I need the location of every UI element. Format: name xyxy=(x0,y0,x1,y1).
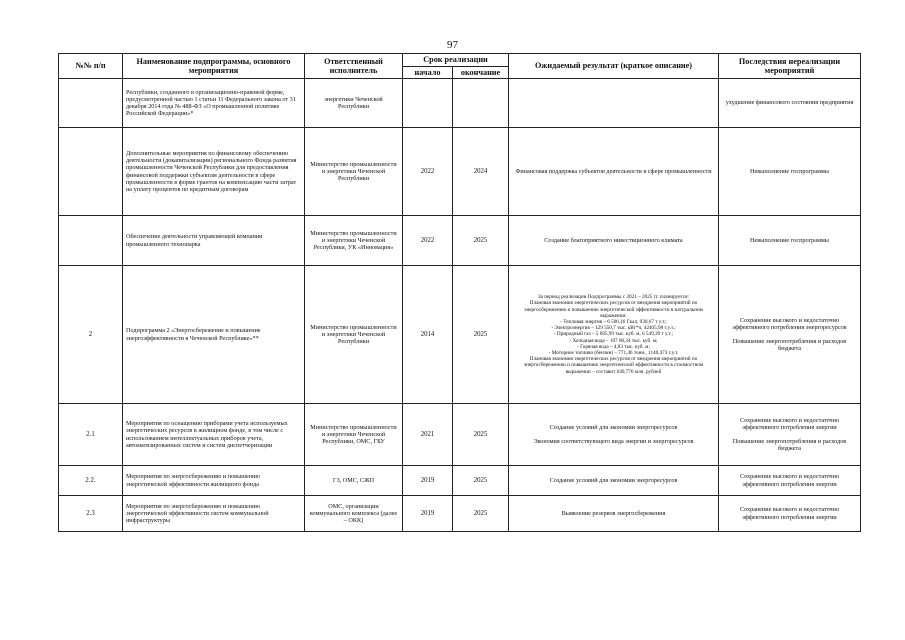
row-end: 2025 xyxy=(453,496,509,532)
table-row xyxy=(59,128,861,216)
row-start xyxy=(403,79,453,128)
result-part: Экономия соответствующего вида энергии и энергоресурсов xyxy=(533,438,694,445)
row-consequences: ухудшение финансового состояния предприятия xyxy=(719,79,861,128)
row-number xyxy=(59,128,123,216)
row-number: 2.2. xyxy=(59,466,123,496)
header-start: начало xyxy=(403,66,453,79)
header-period: Срок реализации xyxy=(403,54,509,67)
result-line: - Природный газ – 5 695,99 тыс. куб. м, 6 549,39 т у.т.; xyxy=(553,331,673,338)
row-end: 2024 xyxy=(453,128,509,216)
consequence-part: Сохранение высокого и недостаточно эффективного потребления энергоресурсов xyxy=(732,316,847,331)
result-line: - Горячая вода – 4,83 тыс. куб. м; xyxy=(577,343,650,350)
row-name: Дополнительные мероприятия по финансовому обеспечению деятельности (докапитализации) регионального Фонда развития промышленности Чеченской Республики для предоставления финансовой поддержки субъектам деятельности в сфере промышленности в форме грантов на компенсацию части затрат на уплату процентов по кредитным договорам xyxy=(123,128,305,216)
row-start: 2021 xyxy=(403,404,453,466)
row-result xyxy=(509,404,719,466)
row-consequences xyxy=(719,266,861,404)
row-end: 2025 xyxy=(453,216,509,266)
consequence-part: Повышение энергопотребления и расходов бюджета xyxy=(732,338,847,353)
row-result: Создание благоприятного инвестиционного климата xyxy=(509,216,719,266)
table-row xyxy=(59,466,861,496)
row-number: 2.1 xyxy=(59,404,123,466)
row-end xyxy=(453,79,509,128)
program-table xyxy=(58,53,861,532)
table-row xyxy=(59,266,861,404)
row-number xyxy=(59,216,123,266)
result-line: Плановая экономия энергетических ресурсов от внедрения мероприятий по энергосбережению и повышению энергетической эффективности в стоимостном выражении – составит 640,776 млн. рублей xyxy=(523,356,704,375)
row-responsible: Министерство промышленности и энергетики Чеченской Республики xyxy=(305,128,403,216)
row-name: Мероприятия по энергосбережению и повышению энергетической эффективности жилищного фонда xyxy=(123,466,305,496)
row-result: Финансовая поддержка субъектов деятельности в сфере промышленности xyxy=(509,128,719,216)
row-end: 2025 xyxy=(453,466,509,496)
result-part: Создание условий для экономии энергоресурсов xyxy=(549,423,678,431)
result-line: Плановая экономия энергетических ресурсов от внедрения мероприятий по энергосбережению и повышению энергетической эффективности в натуральном выражении: xyxy=(524,300,703,319)
page-number: 97 xyxy=(447,39,458,51)
result-line: - Моторное топливо (бензин) – 771,46 тонн., 1140,473 т.у.т. xyxy=(548,350,679,356)
row-name: Обеспечение деятельности управляющей компании промышленного технопарка xyxy=(123,216,305,266)
row-name: Республики, созданного в организационно-правовой форме, предусмотренной частью 1 статьи 11 Федерального закона от 31 декабря 2014 года № 488-ФЗ «О промышленной политике Российской Федерации»* xyxy=(123,79,305,128)
row-result: Выявление резервов энергосбережения xyxy=(509,496,719,532)
header-consequences: Последствия нереализации мероприятий xyxy=(719,54,861,79)
table-row xyxy=(59,216,861,266)
result-line: За период реализации Подпрограммы с 2021 – 2025 гг. планируется: xyxy=(538,294,689,301)
row-name: Мероприятия по энергосбережению и повышению энергетической эффективности систем коммунальной инфраструктуры xyxy=(123,496,305,532)
table-row xyxy=(59,496,861,532)
row-responsible: Министерство промышленности и энергетики Чеченской Республики, ОМС, ГБУ xyxy=(305,404,403,466)
row-responsible: Министерство промышленности и энергетики Чеченской Республики xyxy=(305,266,403,404)
row-consequences: Невыполнение госпрограммы xyxy=(719,128,861,216)
row-consequences xyxy=(719,404,861,466)
result-line: - Тепловая энергия – 6 506,16 Гкал, 930,67 т у.т.; xyxy=(560,318,667,325)
row-consequences: Сохранение высокого и недостаточно эффективного потребления энергии xyxy=(719,466,861,496)
row-number: 2 xyxy=(59,266,123,404)
header-name: Наименование подпрограммы, основного мероприятия xyxy=(123,54,305,79)
row-responsible: энергетики Чеченской Республики xyxy=(305,79,403,128)
row-number xyxy=(59,79,123,128)
row-consequences: Сохранение высокого и недостаточно эффективного потребления энергии xyxy=(719,496,861,532)
row-end: 2025 xyxy=(453,404,509,466)
row-consequences: Невыполнение госпрограммы xyxy=(719,216,861,266)
row-end: 2025 xyxy=(453,266,509,404)
table-row xyxy=(59,79,861,128)
header-num: №№ п/п xyxy=(59,54,123,79)
row-name: Мероприятия по оснащению приборами учета используемых энергетических ресурсов в жилищном фонде, в том числе с использованием интеллектуальных приборов учета, автоматизированных систем и систем диспетчеризации xyxy=(123,404,305,466)
row-result xyxy=(509,79,719,128)
row-name: Подпрограмма 2 «Энергосбережение и повышение энергоэффективности в Чеченской Республике»** xyxy=(123,266,305,404)
table-row xyxy=(59,404,861,466)
row-responsible: Министерство промышленности и энергетики Чеченской Республики, УК «Инновация» xyxy=(305,216,403,266)
row-start: 2019 xyxy=(403,466,453,496)
row-responsible: ОМС, организации коммунального комплекса (далее – ОКК) xyxy=(305,496,403,532)
header-end: окончание xyxy=(453,66,509,79)
consequence-part: Повышение энергопотребления и расходов бюджета xyxy=(732,438,847,453)
row-start: 2022 xyxy=(403,216,453,266)
row-start: 2022 xyxy=(403,128,453,216)
row-number: 2.3 xyxy=(59,496,123,532)
row-start: 2014 xyxy=(403,266,453,404)
row-start: 2019 xyxy=(403,496,453,532)
consequence-part: Сохранение высокого и недостаточно эффективного потребления энергии xyxy=(739,416,840,431)
row-responsible: ГЗ, ОМС, СЖП xyxy=(305,466,403,496)
row-result xyxy=(509,266,719,404)
row-result: Создание условий для экономии энергоресурсов xyxy=(509,466,719,496)
header-responsible: Ответственный исполнитель xyxy=(305,54,403,79)
header-result: Ожидаемый результат (краткое описание) xyxy=(509,54,719,79)
result-line: - Электроэнергия – 129 550,7 тыс. кВт*ч, 42405,98 т.у.т.; xyxy=(551,325,676,332)
result-line: - Холодная вода – 107 86,34 тыс. куб. м; xyxy=(569,337,658,344)
